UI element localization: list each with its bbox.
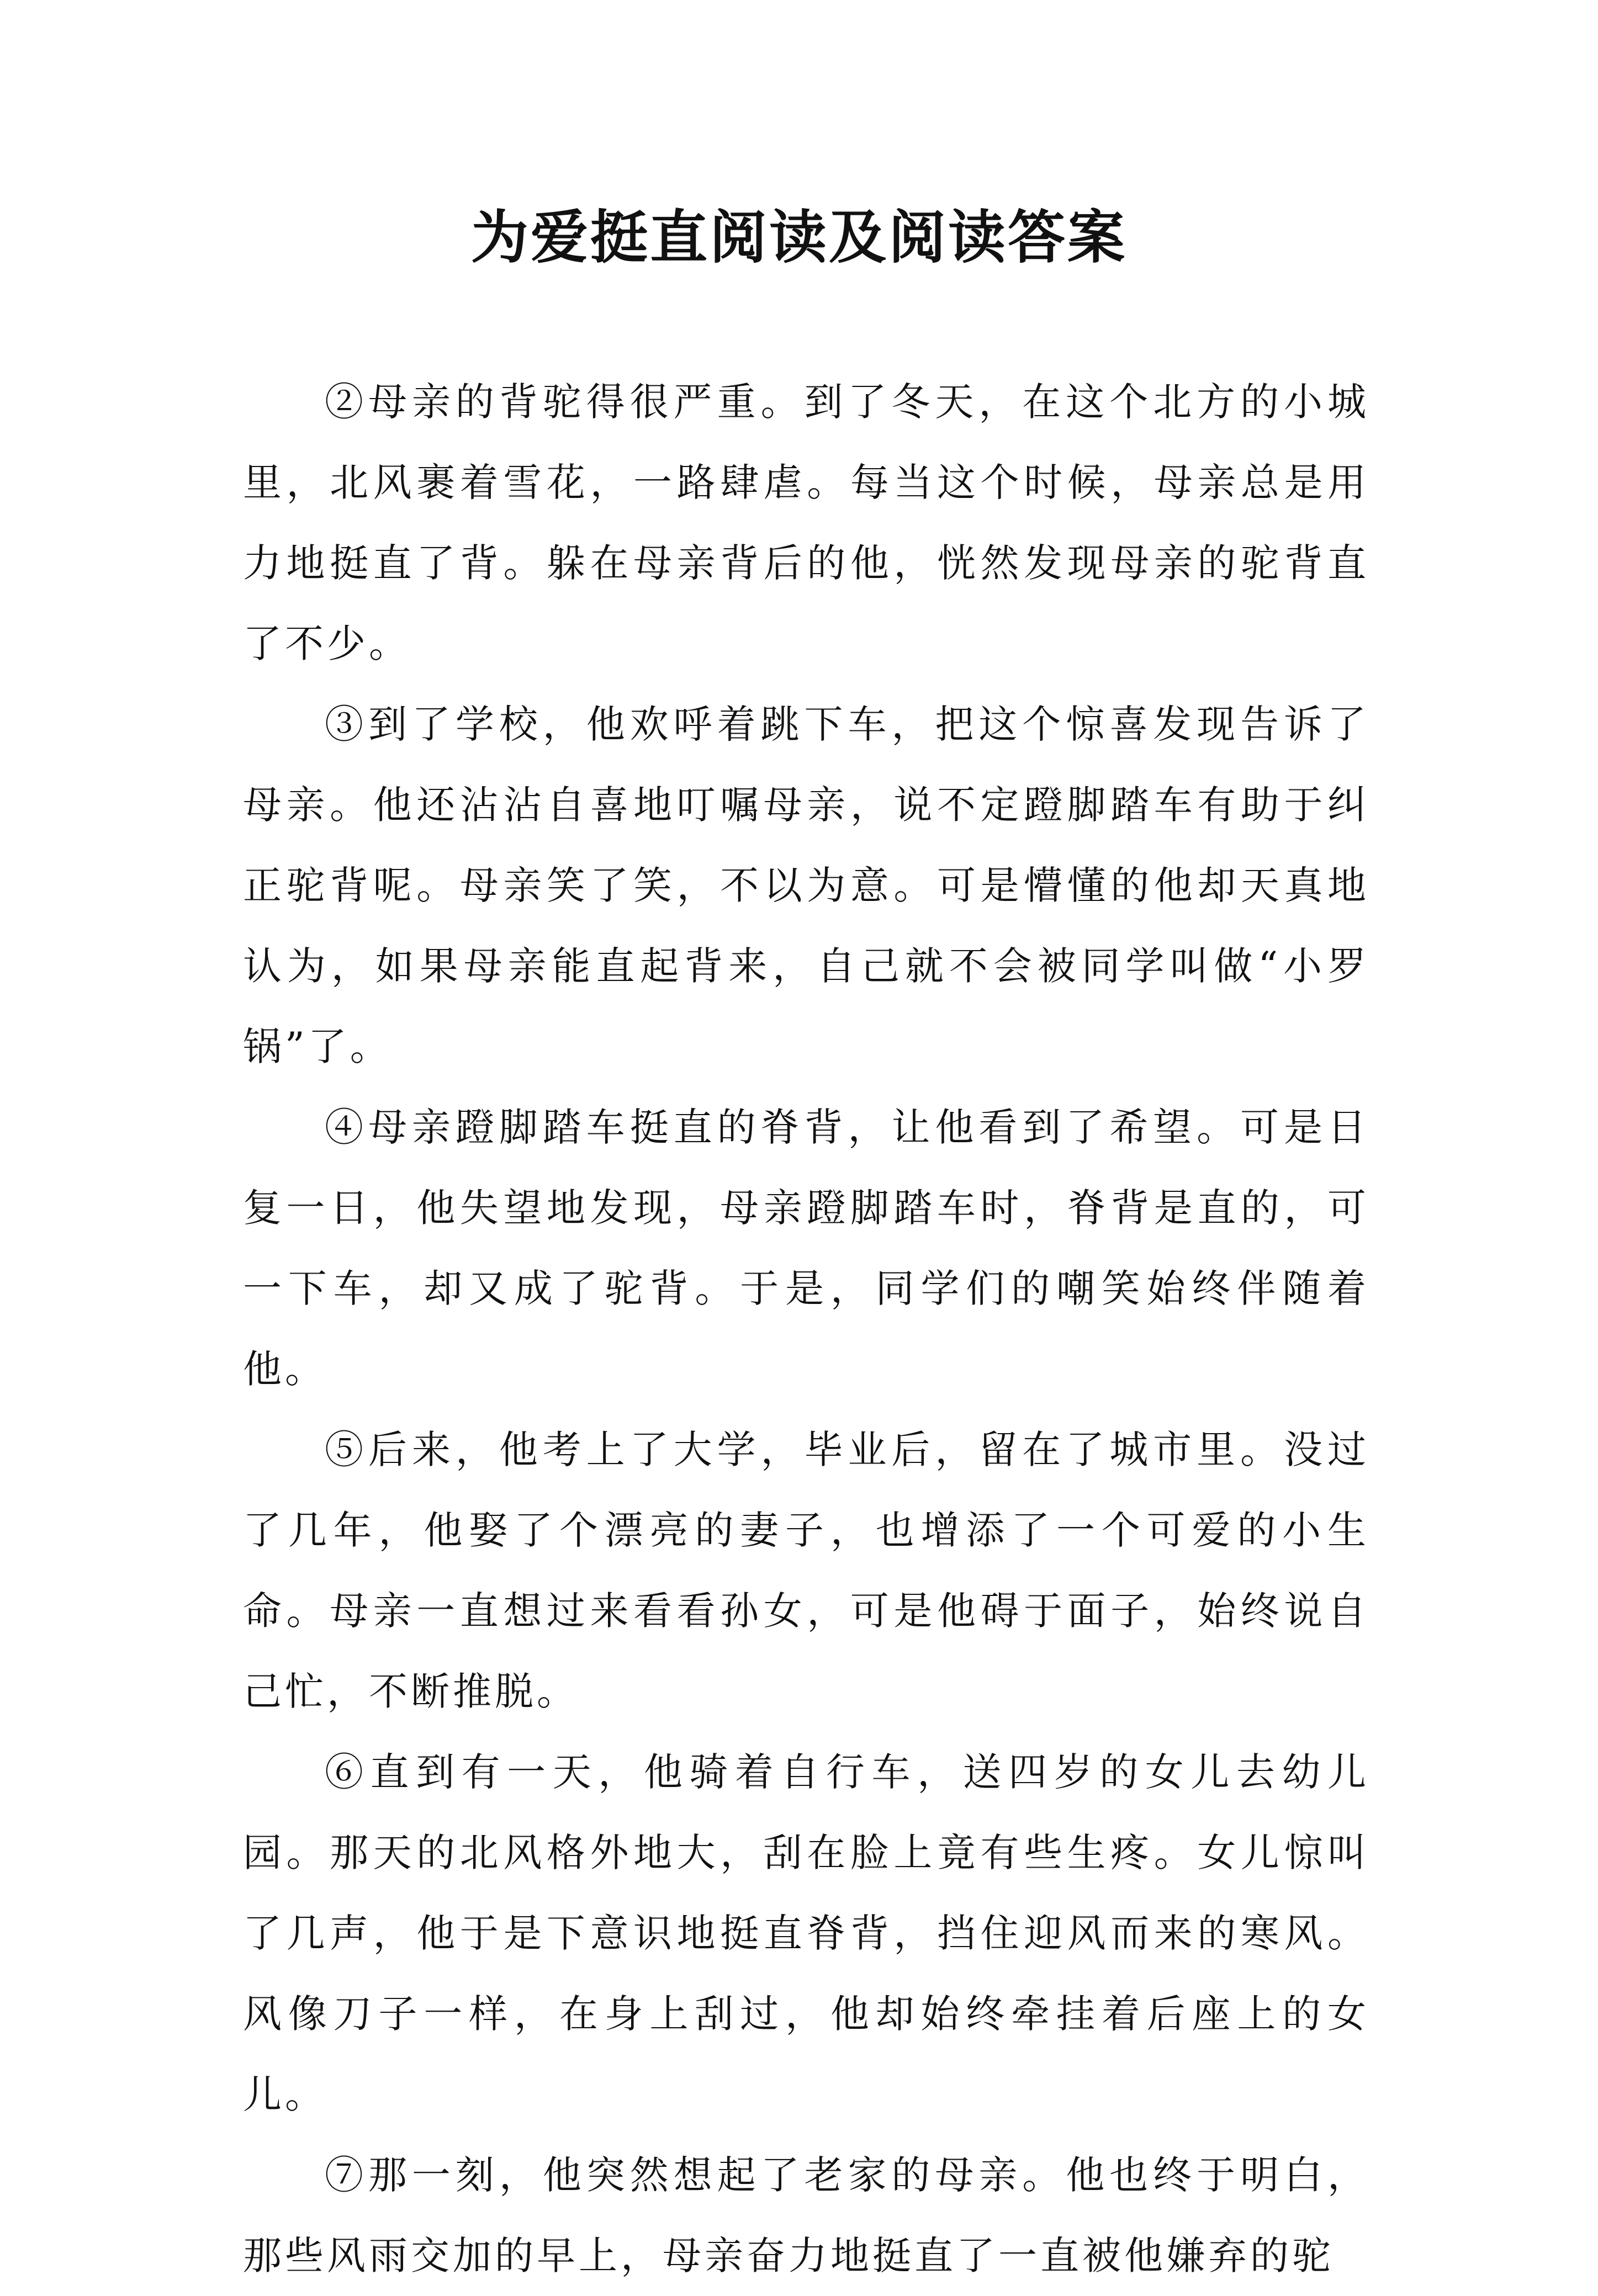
document-body xyxy=(243,362,1369,2296)
paragraph-7: ⑦那一刻，他突然想起了老家的母亲。他也终于明白，那些风雨交加的早上，母亲奋力地挺直了一直被他嫌弃的驼 xyxy=(243,2152,1369,2278)
paragraph-2: ②母亲的背驼得很严重。到了冬天，在这个北方的小城里，北风裹着雪花，一路肆虐。每当这个时候，母亲总是用力地挺直了背。躲在母亲背后的他，恍然发现母亲的驼背直了不少。 xyxy=(243,379,1369,666)
paragraph-6: ⑥直到有一天，他骑着自行车，送四岁的女儿去幼儿园。那天的北风格外地大，刮在脸上竟有些生疼。女儿惊叫了几声，他于是下意识地挺直脊背，挡住迎风而来的寒风。风像刀子一样，在身上刮过，他却始终牵挂着后座上的女儿。 xyxy=(243,1749,1369,2117)
paragraph-5: ⑤后来，他考上了大学，毕业后，留在了城市里。没过了几年，他娶了个漂亮的妻子，也增添了一个可爱的小生命。母亲一直想过来看看孙女，可是他碍于面子，始终说自己忙，不断推脱。 xyxy=(243,1427,1369,1714)
document-title: 为爱挺直阅读及阅读答案 xyxy=(470,203,1127,271)
paragraph-4: ④母亲蹬脚踏车挺直的脊背，让他看到了希望。可是日复一日，他失望地发现，母亲蹬脚踏车时，脊背是直的，可一下车，却又成了驼背。于是，同学们的嘲笑始终伴随着他。 xyxy=(243,1105,1369,1392)
paragraph-3: ③到了学校，他欢呼着跳下车，把这个惊喜发现告诉了母亲。他还沾沾自喜地叮嘱母亲，说不定蹬脚踏车有助于纠正驼背呢。母亲笑了笑，不以为意。可是懵懂的他却天真地认为，如果母亲能直起背来，自己就不会被同学叫做“小罗锅”了。 xyxy=(243,702,1369,1069)
